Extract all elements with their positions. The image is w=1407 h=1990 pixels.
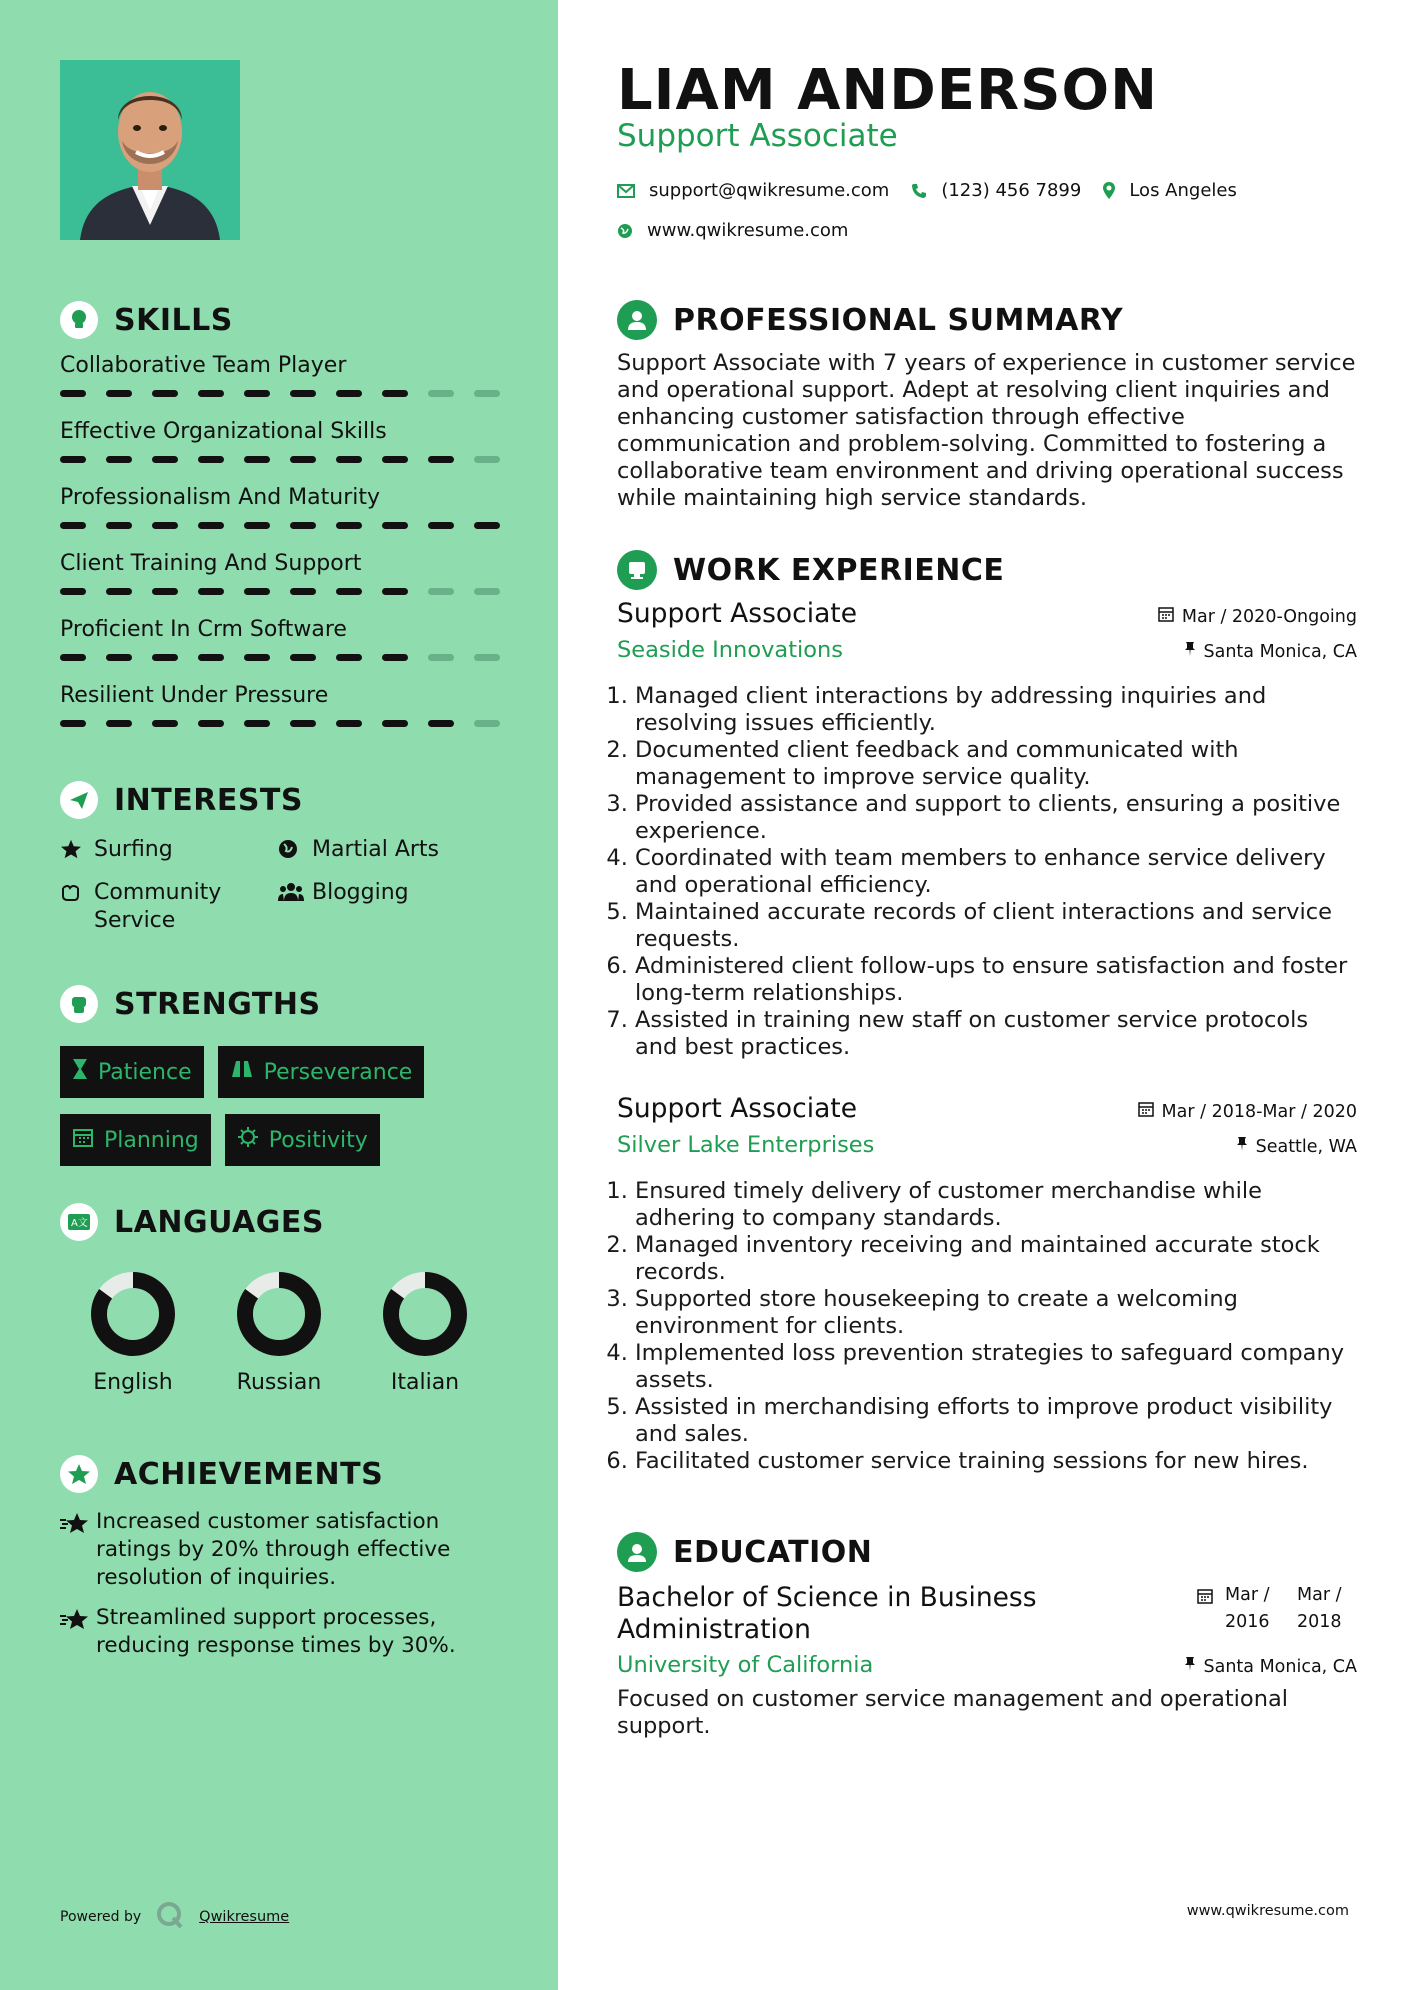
job-bullet: 2. Managed inventory receiving and maintained accurate stock records.	[635, 1232, 1357, 1286]
strength-tag	[60, 1046, 204, 1098]
skill-item	[60, 478, 500, 544]
skill-rating-dot	[244, 588, 270, 595]
skill-rating-dot	[382, 522, 408, 529]
education-dates	[1197, 1582, 1357, 1636]
envelope-icon	[617, 184, 635, 198]
skill-rating-dot	[428, 390, 454, 397]
interests-section	[60, 778, 500, 935]
skill-rating-dot	[106, 720, 132, 727]
skill-rating	[60, 654, 500, 661]
job-bullet: 5. Assisted in merchandising efforts to improve product visibility and sales.	[635, 1394, 1357, 1448]
sun-icon	[237, 1126, 259, 1154]
language-name: Russian	[236, 1370, 322, 1395]
language-proficiency-ring	[381, 1270, 469, 1358]
skill-item	[60, 346, 500, 412]
trophy-star-icon	[60, 1508, 96, 1540]
languages-section	[60, 1200, 500, 1395]
job-bullet: 3. Supported store housekeeping to create a welcoming environment for clients.	[635, 1286, 1357, 1340]
job-bullet: 7. Assisted in training new staff on customer service protocols and best practices.	[635, 1007, 1357, 1061]
skill-rating-dot	[474, 522, 500, 529]
summary-text: Support Associate with 7 years of experience in customer service and operational support. Adept at resolving client inquiries and enhancing customer satisfaction through effective communication and problem-solving. Committed to fostering a collaborative team environment and driving operational success while maintaining high service standards.	[617, 350, 1356, 511]
achievements-title: ACHIEVEMENTS	[114, 1456, 384, 1492]
language-item	[352, 1270, 498, 1395]
job-location	[1236, 1136, 1357, 1157]
job-bullet: 2. Documented client feedback and communicated with management to improve service quality.	[635, 737, 1357, 791]
trophy-star-icon	[60, 1604, 96, 1636]
skills-header	[60, 298, 500, 342]
website-row	[617, 220, 848, 241]
calendar-icon	[1138, 1101, 1154, 1122]
email[interactable]: support@qwikresume.com	[649, 180, 890, 201]
skill-rating-dot	[152, 654, 178, 661]
education-description: Focused on customer service management and operational support.	[617, 1686, 1288, 1739]
languages-header	[60, 1200, 500, 1244]
achievement-text: Increased customer satisfaction ratings by 20% through effective resolution of inquiries.	[96, 1509, 451, 1590]
summary-header	[617, 298, 1123, 342]
job-dates-text: Mar / 2020-Ongoing	[1181, 606, 1357, 627]
skill-rating-dot	[336, 390, 362, 397]
candidate-title: Support Associate	[617, 118, 898, 154]
experience-title: WORK EXPERIENCE	[673, 552, 1005, 588]
calendar-icon	[72, 1126, 94, 1154]
achievement-item	[60, 1508, 500, 1592]
education-location: Santa Monica, CA	[1184, 1656, 1358, 1677]
hand-icon	[60, 879, 86, 910]
skill-rating-dot	[244, 522, 270, 529]
binoculars-icon	[230, 1059, 254, 1085]
job-bullets	[617, 683, 1357, 1061]
job-company: Seaside Innovations	[617, 637, 844, 663]
interests-title: INTERESTS	[114, 782, 303, 818]
skill-name: Collaborative Team Player	[60, 353, 347, 378]
location-pin-icon	[1103, 182, 1115, 200]
skill-rating-dot	[290, 522, 316, 529]
interest-label: Martial Arts	[312, 837, 440, 862]
skill-rating	[60, 456, 500, 463]
language-name: English	[93, 1370, 173, 1395]
star-icon	[60, 836, 86, 867]
skill-rating-dot	[60, 720, 86, 727]
languages-title: LANGUAGES	[114, 1204, 324, 1240]
job-dates	[1138, 1101, 1357, 1122]
skill-rating-dot	[382, 720, 408, 727]
strength-tag	[60, 1114, 211, 1166]
skill-rating-dot	[336, 654, 362, 661]
job-location-text: Seattle, WA	[1255, 1136, 1357, 1157]
profile-photo	[60, 60, 240, 240]
skill-rating-dot	[152, 720, 178, 727]
skill-rating-dot	[290, 654, 316, 661]
skills-section	[60, 298, 500, 742]
education-school: University of California	[617, 1652, 874, 1678]
skill-rating-dot	[198, 522, 224, 529]
achievements-section	[60, 1452, 500, 1660]
skill-item	[60, 544, 500, 610]
skill-rating-dot	[474, 588, 500, 595]
interest-item	[278, 836, 498, 867]
skill-rating-dot	[474, 654, 500, 661]
pushpin-icon	[1236, 1136, 1248, 1157]
skill-rating-dot	[244, 390, 270, 397]
skill-name: Professionalism And Maturity	[60, 485, 380, 510]
education-start: Mar / 2016	[1225, 1585, 1270, 1632]
skill-rating-dot	[290, 390, 316, 397]
skill-rating-dot	[60, 390, 86, 397]
job-title: Support Associate	[617, 1093, 858, 1124]
skills-list	[60, 346, 500, 742]
skill-rating-dot	[198, 720, 224, 727]
skill-rating	[60, 390, 500, 397]
graduation-icon	[617, 1532, 657, 1572]
skill-rating-dot	[198, 390, 224, 397]
job-company: Silver Lake Enterprises	[617, 1132, 875, 1158]
interest-label: Community Service	[94, 880, 222, 933]
skill-rating-dot	[60, 456, 86, 463]
interest-item	[278, 879, 498, 935]
location: Los Angeles	[1129, 180, 1237, 201]
users-icon	[278, 879, 304, 910]
pushpin-icon	[1184, 641, 1196, 662]
skill-name: Proficient In Crm Software	[60, 617, 347, 642]
star-badge-icon	[60, 1455, 98, 1493]
sidebar	[0, 0, 558, 1990]
skill-rating-dot	[382, 654, 408, 661]
job-location	[1184, 641, 1358, 662]
svg-text:A文: A文	[71, 1218, 88, 1229]
skill-rating	[60, 522, 500, 529]
strengths-list	[60, 1046, 480, 1166]
qwikresume-logo-icon	[155, 1900, 185, 1934]
skill-rating-dot	[474, 456, 500, 463]
language-proficiency-ring	[89, 1270, 177, 1358]
user-icon	[617, 300, 657, 340]
phone[interactable]: (123) 456 7899	[941, 180, 1082, 201]
skill-rating-dot	[60, 588, 86, 595]
job-entry	[617, 598, 1357, 1061]
skill-rating-dot	[336, 588, 362, 595]
achievement-text: Streamlined support processes, reducing response times by 30%.	[96, 1605, 456, 1658]
job-bullet: 5. Maintained accurate records of client interactions and service requests.	[635, 899, 1357, 953]
skill-rating-dot	[428, 720, 454, 727]
job-bullet: 3. Provided assistance and support to clients, ensuring a positive experience.	[635, 791, 1357, 845]
experience-header	[617, 548, 1004, 592]
strengths-section	[60, 982, 500, 1166]
briefcase-icon	[617, 550, 657, 590]
skill-rating-dot	[290, 588, 316, 595]
skill-rating-dot	[428, 456, 454, 463]
skill-name: Effective Organizational Skills	[60, 419, 387, 444]
skill-rating	[60, 588, 500, 595]
strengths-title: STRENGTHS	[114, 986, 321, 1022]
job-bullet: 6. Administered client follow-ups to ensure satisfaction and foster long-term relationships.	[635, 953, 1357, 1007]
skill-item	[60, 676, 500, 742]
skill-rating-dot	[474, 390, 500, 397]
calendar-icon	[1158, 606, 1174, 627]
footer-website[interactable]: www.qwikresume.com	[1186, 1903, 1349, 1919]
skill-rating-dot	[152, 390, 178, 397]
contact-row	[617, 180, 1237, 201]
skill-item	[60, 412, 500, 478]
skill-item	[60, 610, 500, 676]
interest-item	[60, 836, 278, 867]
strength-label: Planning	[104, 1127, 199, 1153]
job-dates	[1158, 606, 1357, 627]
skill-rating-dot	[106, 522, 132, 529]
job-bullet: 4. Implemented loss prevention strategies to safeguard company assets.	[635, 1340, 1357, 1394]
skill-rating-dot	[474, 720, 500, 727]
education-end: Mar / 2018	[1297, 1585, 1342, 1632]
phone-icon	[911, 183, 927, 199]
language-item	[206, 1270, 352, 1395]
skill-rating-dot	[428, 522, 454, 529]
skill-name: Client Training And Support	[60, 551, 362, 576]
pushpin-icon	[1184, 1656, 1196, 1677]
paper-plane-icon	[60, 781, 98, 819]
skill-rating-dot	[106, 588, 132, 595]
interests-header	[60, 778, 500, 822]
job-title: Support Associate	[617, 598, 858, 629]
skill-rating-dot	[198, 456, 224, 463]
website[interactable]: www.qwikresume.com	[647, 220, 849, 241]
skill-rating-dot	[382, 456, 408, 463]
qwikresume-link[interactable]: Qwikresume	[199, 1909, 290, 1925]
skill-rating-dot	[290, 456, 316, 463]
achievement-item	[60, 1604, 500, 1660]
education-header	[617, 1530, 872, 1574]
skill-rating-dot	[382, 588, 408, 595]
strength-tag	[218, 1046, 425, 1098]
achievements-header	[60, 1452, 500, 1496]
main-content	[558, 0, 1407, 1990]
job-bullet: 6. Facilitated customer service training sessions for new hires.	[635, 1448, 1357, 1475]
job-entry	[617, 1093, 1357, 1475]
job-location-text: Santa Monica, CA	[1203, 641, 1357, 662]
skill-rating-dot	[60, 654, 86, 661]
language-icon	[60, 1203, 98, 1241]
skill-rating-dot	[152, 588, 178, 595]
strengths-header	[60, 982, 500, 1026]
skill-rating-dot	[428, 654, 454, 661]
globe-icon	[617, 223, 633, 239]
strength-label: Positivity	[268, 1127, 368, 1153]
skill-rating-dot	[106, 654, 132, 661]
skill-rating-dot	[60, 522, 86, 529]
hourglass-icon	[72, 1058, 88, 1086]
lightbulb-icon	[60, 301, 98, 339]
education-title: EDUCATION	[673, 1534, 873, 1570]
strength-tag	[225, 1114, 380, 1166]
strength-label: Patience	[98, 1059, 192, 1085]
language-proficiency-ring	[235, 1270, 323, 1358]
skill-rating-dot	[106, 390, 132, 397]
skill-rating	[60, 720, 500, 727]
skill-rating-dot	[152, 522, 178, 529]
interests-list	[60, 836, 500, 935]
interest-label: Blogging	[312, 880, 409, 905]
job-bullet: 1. Ensured timely delivery of customer merchandise while adhering to company standards.	[635, 1178, 1357, 1232]
job-bullet: 1. Managed client interactions by addressing inquiries and resolving issues efficiently.	[635, 683, 1357, 737]
calendar-icon	[1197, 1582, 1213, 1613]
skill-rating-dot	[290, 720, 316, 727]
skill-rating-dot	[336, 522, 362, 529]
languages-list	[60, 1270, 500, 1395]
interest-item	[60, 879, 278, 935]
job-bullet: 4. Coordinated with team members to enhance service delivery and operational efficiency.	[635, 845, 1357, 899]
summary-title: PROFESSIONAL SUMMARY	[673, 302, 1124, 338]
candidate-name: LIAM ANDERSON	[617, 58, 1158, 123]
language-name: Italian	[390, 1370, 460, 1395]
skill-rating-dot	[336, 720, 362, 727]
skill-rating-dot	[152, 456, 178, 463]
achievements-list	[60, 1508, 500, 1660]
fist-icon	[60, 985, 98, 1023]
skill-rating-dot	[336, 456, 362, 463]
skill-rating-dot	[428, 588, 454, 595]
globe-icon	[278, 836, 304, 867]
powered-by	[60, 1900, 289, 1934]
education-entry	[617, 1582, 1357, 1740]
skills-title: SKILLS	[114, 302, 233, 338]
skill-rating-dot	[198, 588, 224, 595]
job-dates-text: Mar / 2018-Mar / 2020	[1161, 1101, 1357, 1122]
job-bullets	[617, 1178, 1357, 1475]
skill-rating-dot	[106, 456, 132, 463]
skill-rating-dot	[382, 390, 408, 397]
powered-by-label: Powered by	[60, 1909, 142, 1925]
language-item	[60, 1270, 206, 1395]
skill-rating-dot	[244, 654, 270, 661]
skill-rating-dot	[244, 720, 270, 727]
interest-label: Surfing	[94, 837, 173, 862]
skill-name: Resilient Under Pressure	[60, 683, 329, 708]
strength-label: Perseverance	[263, 1059, 413, 1085]
skill-rating-dot	[244, 456, 270, 463]
skill-rating-dot	[198, 654, 224, 661]
education-degree: Bachelor of Science in Business Administration	[617, 1582, 1037, 1645]
